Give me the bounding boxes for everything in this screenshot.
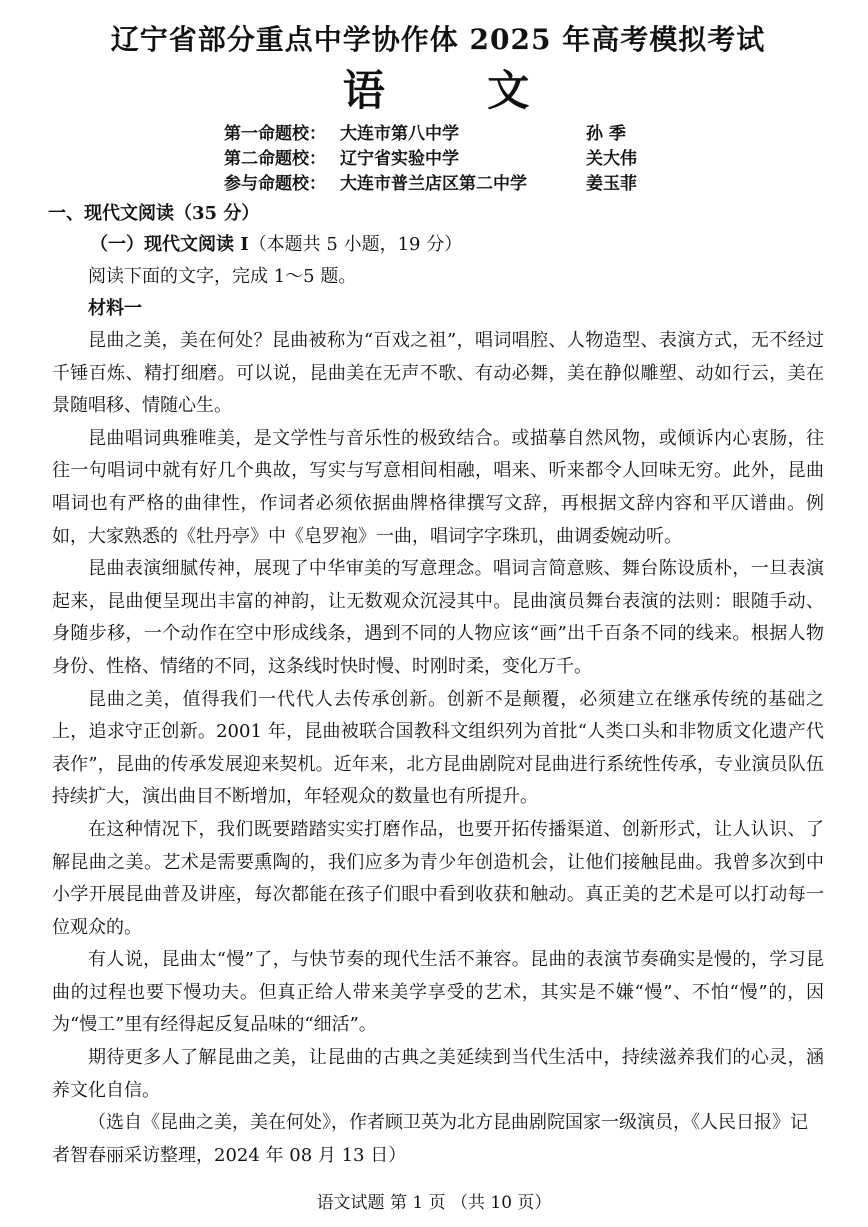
proposer-school: 辽宁省实验中学	[340, 149, 459, 169]
body-paragraph: 昆曲唱词典雅唯美，是文学性与音乐性的极致结合。或描摹自然风物，或倾诉内心衷肠，往往一句唱词中就有好几个典故，写实与写意相间相融，唱来、听来都令人回味无穷。此外，昆曲唱词也有严格的曲律性，作词者必须依据曲牌格律撰写文辞，再根据文辞内容和平仄谱曲。例如，大家熟悉的《牡丹亭》中《皂罗袍》一曲，唱词字字珠玑，曲调委婉动听。	[52, 427, 824, 547]
subsection-title: （一）现代文阅读 I	[90, 234, 249, 255]
proposer-row	[224, 122, 824, 147]
proposer-role: 第一命题校：	[224, 124, 326, 144]
proposer-school: 大连市第八中学	[340, 124, 459, 144]
proposer-name: 姜玉菲	[586, 174, 637, 194]
subsection-heading	[90, 229, 824, 261]
body-paragraph: 在这种情况下，我们既要踏踏实实打磨作品，也要开拓传播渠道、创新形式，让人认识、了解昆曲之美。艺术是需要熏陶的，我们应多为青少年创造机会，让他们接触昆曲。我曾多次到中小学开展昆曲普及讲座，每次都能在孩子们眼中看到收获和触动。真正美的艺术是可以打动每一位观众的。	[52, 818, 824, 938]
section-heading: 一、现代文阅读（35 分）	[48, 203, 260, 224]
proposer-list	[224, 122, 824, 197]
proposer-role: 第二命题校：	[224, 149, 326, 169]
proposer-name: 关大伟	[586, 149, 637, 169]
body-paragraph: 昆曲之美，值得我们一代代人去传承创新。创新不是颠覆，必须建立在继承传统的基础之上，追求守正创新。2001 年，昆曲被联合国教科文组织列为首批“人类口头和非物质文化遗产代表作”，昆曲的传承发展迎来契机。近年来，北方昆曲剧院对昆曲进行系统性传承，专业演员队伍持续扩大，演出曲目不断增加，年轻观众的数量也有所提升。	[52, 688, 824, 808]
subsection-score: （本题共 5 小题，19 分）	[248, 234, 463, 255]
proposer-row	[224, 147, 824, 172]
body-paragraph: 昆曲表演细腻传神，展现了中华审美的写意理念。唱词言简意赅、舞台陈设质朴，一旦表演起来，昆曲便呈现出丰富的神韵，让无数观众沉浸其中。昆曲演员舞台表演的法则：眼随手动、身随步移，一个动作在空中形成线条，遇到不同的人物应该“画”出千百条不同的线来。根据人物身份、性格、情绪的不同，这条线时快时慢、时刚时柔，变化万千。	[52, 558, 824, 677]
subject-title: 语 文	[342, 66, 574, 115]
body-paragraph: 期待更多人了解昆曲之美，让昆曲的古典之美延续到当代生活中，持续滋养我们的心灵，涵养文化自信。	[52, 1047, 824, 1101]
body-paragraph: 有人说，昆曲太“慢”了，与快节奏的现代生活不兼容。昆曲的表演节奏确实是慢的，学习昆曲的过程也要下慢功夫。但真正给人带来美学享受的艺术，其实是不嫌“慢”、不怕“慢”的，因为“慢工”里有经得起反复品味的“细活”。	[52, 949, 824, 1036]
page-footer: 语文试题 第 1 页 （共 10 页）	[316, 1193, 552, 1213]
proposer-name: 孙 季	[586, 124, 626, 144]
proposer-role: 参与命题校：	[224, 174, 326, 194]
reading-instruction: 阅读下面的文字，完成 1～5 题。	[88, 266, 357, 287]
source-citation: （选自《昆曲之美，美在何处》，作者顾卫英为北方昆曲剧院国家一级演员，《人民日报》记者智春丽采访整理，2024 年 08 月 13 日）	[52, 1112, 808, 1166]
body-paragraph: 昆曲之美，美在何处？昆曲被称为“百戏之祖”，唱词唱腔、人物造型、表演方式，无不经过千锤百炼、精打细磨。可以说，昆曲美在无声不歌、有动必舞，美在静似雕塑、动如行云，美在景随唱移、情随心生。	[52, 330, 824, 417]
exam-title: 辽宁省部分重点中学协作体 2025 年高考模拟考试	[110, 23, 766, 56]
proposer-school: 大连市普兰店区第二中学	[340, 174, 527, 194]
proposer-row	[224, 172, 824, 197]
material-label: 材料一	[88, 298, 142, 319]
